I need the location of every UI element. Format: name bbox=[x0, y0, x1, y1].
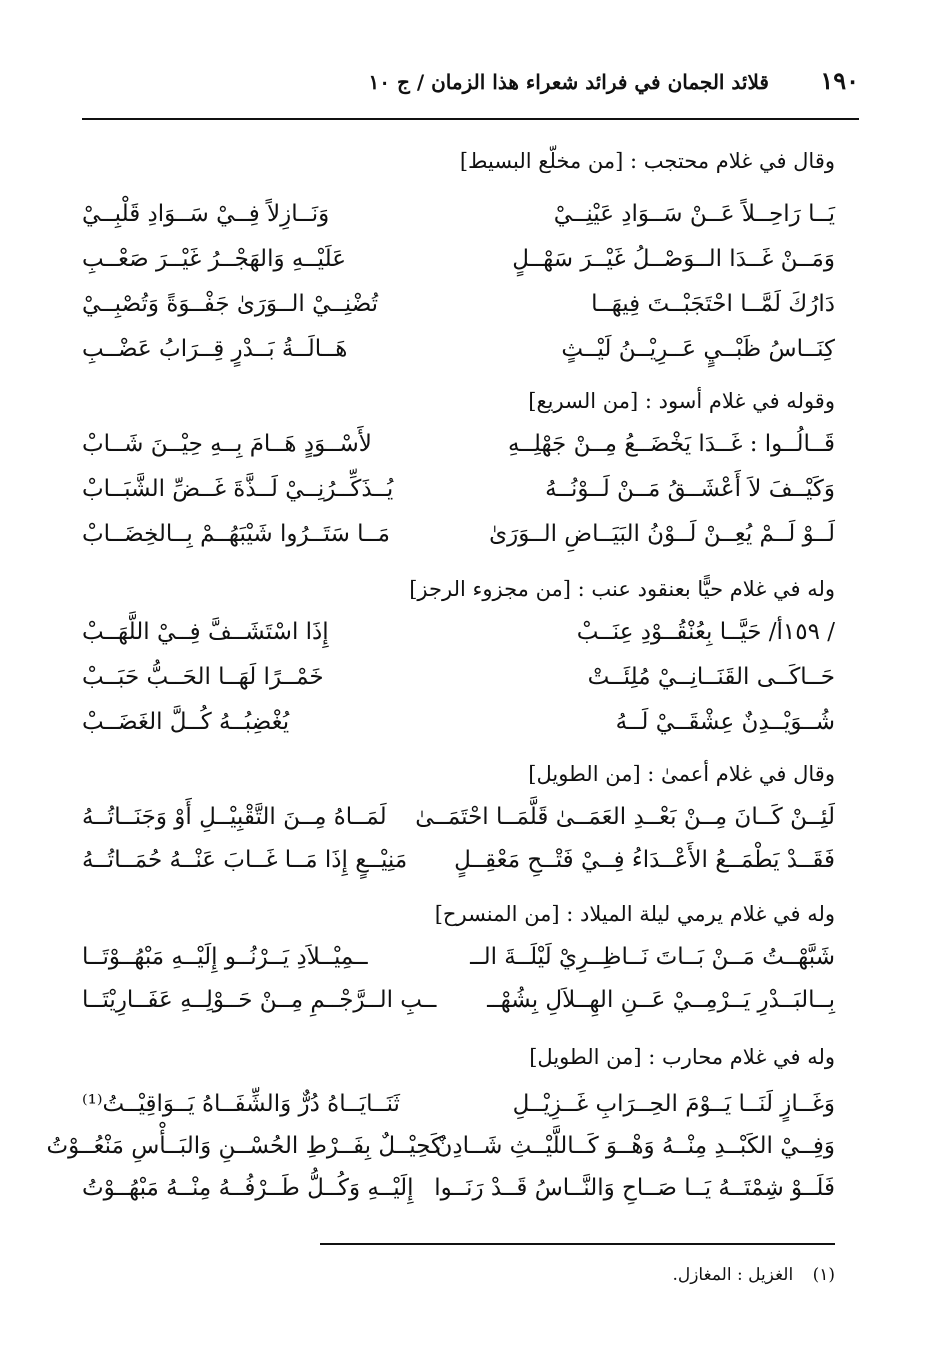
verse-line bbox=[82, 329, 835, 369]
hemistich-second: ثَنَــايَــاهُ دُرٌّ وَالشِّفَــاهُ يَــوَاقِيْــتُ⁽¹⁾ bbox=[82, 1091, 400, 1117]
section-heading: وقال في غلام محتجب : [من مخلّع البسيط] bbox=[459, 149, 835, 173]
hemistich-first: وَمَــنْ غَــدَا الــوَصْــلُ غَيْــرَ سَهْــلٍ bbox=[512, 246, 835, 272]
footnote-text: الغزيل : المغازل. bbox=[672, 1265, 794, 1285]
verse-line bbox=[82, 702, 835, 742]
hemistich-second: مَــا سَتَــرُوا شَيْبَهُــمْ بِــالخِضَــابْ bbox=[82, 521, 390, 547]
section-heading: وله في غلام محارب : [من الطويل] bbox=[529, 1045, 835, 1069]
verse-line bbox=[82, 657, 835, 697]
footnote bbox=[672, 1265, 835, 1285]
footnote-rule bbox=[320, 1243, 835, 1245]
hemistich-first: شَبَّهْــتُ مَــنْ بَــاتَ نَــاظِــرِيْ لَيْلَــةَ الــ bbox=[470, 944, 835, 970]
hemistich-second: خَمْــرًا لَهَــا الحَــبُّ حَبَــبْ bbox=[82, 664, 324, 690]
hemistich-second: مَنِيْــعٍ إِذَا مَــا غَــابَ عَنْــهُ حُمَــاتُــهُ bbox=[82, 847, 408, 873]
hemistich-first: دَارُكَ لَمَّــا احْتَجَبْــتَ فِيهَــا bbox=[591, 291, 835, 317]
hemistich-first: وَكَيْــفَ لاَ أَعْشَــقُ مَــنْ لَــوْنُــهُ bbox=[545, 476, 835, 502]
verse-line bbox=[82, 194, 835, 234]
hemistich-first: لَئِــنْ كَــانَ مِــنْ بَعْــدِ العَمَــىٰ قَلَّمَــا احْتَمَــىٰ bbox=[415, 804, 835, 830]
verse-line bbox=[82, 239, 835, 279]
hemistich-first: قَــالُــوا : غَــدَا يَخْضَــعُ مِــنْ جَهْلِــهِ bbox=[508, 431, 835, 457]
section-heading: وقال في غلام أعمىٰ : [من الطويل] bbox=[528, 762, 835, 786]
running-title: قلائد الجمان في فرائد شعراء هذا الزمان / ج ١٠ bbox=[368, 70, 769, 94]
hemistich-second: كَحِيْــلٌ بِفَــرْطِ الحُسْــنِ وَالبَــأْسِ مَنْعُــوْتُ bbox=[46, 1133, 442, 1159]
hemistich-first: وَغَــازٍ لَنَــا يَــوْمَ الحِــرَابِ غَــزِيْــلِ bbox=[512, 1091, 835, 1117]
hemistich-first: يَــا رَاحِــلاً عَــنْ سَــوَادِ عَيْنِــيْ bbox=[553, 201, 835, 227]
hemistich-second: تُضْنِــيْ الــوَرَىٰ جَفْــوَةً وَتُصْبِــيْ bbox=[82, 291, 379, 317]
hemistich-second: وَنَــازِلاً فِــيْ سَــوَادِ قَلْبِــيْ bbox=[82, 201, 330, 227]
hemistich-second: ــمِيْــلاَدِ يَــرْنُــو إِلَيْــهِ مَبْهُــوْتَــا bbox=[82, 944, 368, 970]
hemistich-second: هَــالَــةُ بَــدْرٍ قِــرَابُ عَضْــبِ bbox=[82, 336, 348, 362]
verse-line bbox=[82, 612, 835, 652]
hemistich-second: لأَسْــوَدٍ هَــامَ بِــهِ حِيْــنَ شَــابْ bbox=[82, 431, 372, 457]
hemistich-first: شُــوَيْــدِنٌ عِشْقَــيْ لَــهُ bbox=[615, 709, 835, 735]
verse-line bbox=[82, 1084, 835, 1124]
hemistich-second: ــبِ الــرَّجْــمِ مِــنْ حَــوْلِــهِ عَفَــارِيْتَــا bbox=[82, 987, 437, 1013]
section-heading: وله في غلام يرمي ليلة الميلاد : [من المنسرح] bbox=[434, 902, 835, 926]
header-rule bbox=[82, 118, 859, 120]
verse-line bbox=[82, 1168, 835, 1208]
hemistich-second: يُغْضِبُــهُ كُــلَّ الغَضَــبْ bbox=[82, 709, 290, 735]
hemistich-first: / ١٥٩أ/ حَيَّــا بِعُنْقُــوْدِ عِنَــبْ bbox=[576, 619, 835, 645]
hemistich-second: عَلَيْــهِ وَالهَجْــرُ غَيْــرَ صَعْــبِ bbox=[82, 246, 346, 272]
hemistich-first: فَلَــوْ شِمْتَــهُ يَــا صَــاحِ وَالنَّــاسُ قَــدْ رَنَــوا bbox=[434, 1175, 835, 1201]
footnote-number: (١) bbox=[812, 1265, 835, 1285]
section-heading: وقوله في غلام أسود : [من السريع] bbox=[528, 389, 835, 413]
hemistich-first: وَفِــيْ الكَبْــدِ مِنْــهُ وَهْــوَ كَــاللَّيْــثِ شَــادِنٌ bbox=[435, 1133, 835, 1159]
hemistich-first: فَقَــدْ يَطْمَــعُ الأَعْــدَاءُ فِــيْ فَتْــحِ مَعْقِــلٍ bbox=[454, 847, 835, 873]
verse-line bbox=[82, 980, 835, 1020]
verse-line bbox=[82, 937, 835, 977]
hemistich-second: إِلَيْــهِ وَكُــلُّ طَــرْفُــهُ مِنْــهُ مَبْهُــوْتُ bbox=[82, 1175, 414, 1201]
hemistich-first: كِنَــاسُ ظَبْــيٍ عَــرِيْــنُ لَيْــثٍ bbox=[561, 336, 835, 362]
hemistich-first: حَــاكَــى القَنَــانِــيْ مُلِئَــتْ bbox=[587, 664, 835, 690]
verse-line bbox=[82, 284, 835, 324]
page-header bbox=[82, 62, 859, 102]
hemistich-first: بِــالبَــدْرِ يَــرْمِــيْ عَــنِ الهِــلاَلِ بِشُهْــ bbox=[487, 987, 835, 1013]
verse-line bbox=[46, 1126, 835, 1166]
hemistich-first: لَــوْ لَــمْ يُعِــنْ لَــوْنُ البَيَــاضِ الــوَرَىٰ bbox=[489, 521, 835, 547]
page-number: ١٩٠ bbox=[820, 66, 859, 95]
verse-line bbox=[82, 840, 835, 880]
verse-line bbox=[82, 469, 835, 509]
verse-line bbox=[82, 797, 835, 837]
verse-line bbox=[82, 514, 835, 554]
section-heading: وله في غلام حيًّا بعنقود عنب : [من مجزوء الرجز] bbox=[409, 577, 835, 601]
verse-line bbox=[82, 424, 835, 464]
hemistich-second: لَمَــاهُ مِــنَ التَّقْبِيْــلِ أَوْ وَجَنَــاتُــهُ bbox=[82, 804, 387, 830]
hemistich-second: إِذَا اسْتَشَــفَّ فِــيْ اللَّهَــبْ bbox=[82, 619, 329, 645]
hemistich-second: يُــذَكِّــرُنِــيْ لَــذَّةَ غَــضِّ الشَّبَــابْ bbox=[82, 476, 394, 502]
